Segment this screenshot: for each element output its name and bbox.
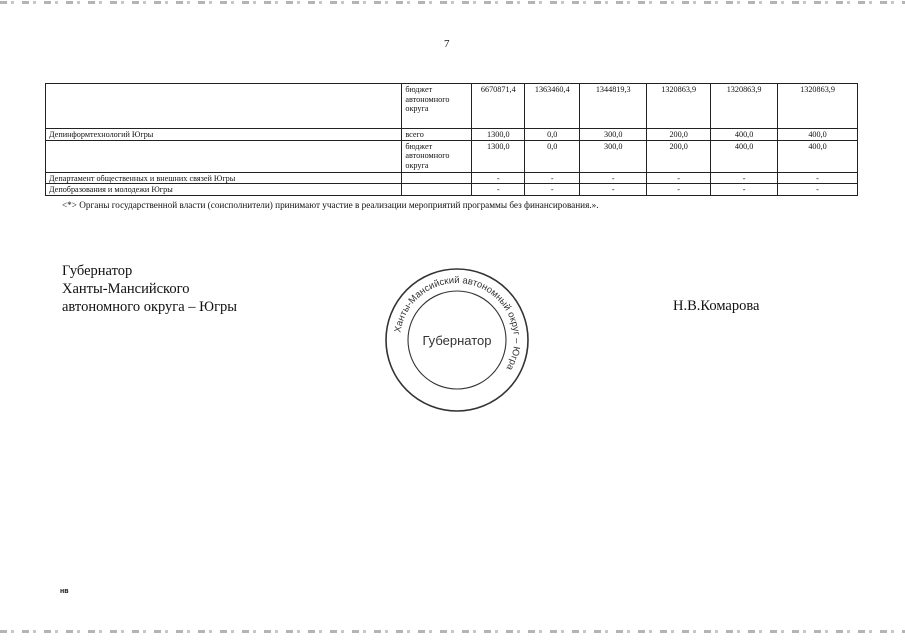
executor-initials: нв (60, 588, 69, 595)
value-cell: - (711, 184, 778, 196)
table-row (46, 172, 858, 184)
budget-table (45, 83, 858, 196)
value-cell: 0,0 (525, 129, 580, 141)
scan-edge-bottom (0, 630, 905, 633)
table-row (46, 129, 858, 141)
funding-source-cell: бюджет автономного округа (402, 84, 472, 129)
table-row (46, 184, 858, 196)
value-cell: - (647, 172, 711, 184)
footnote: <*> Органы государственной власти (соисполнители) принимают участие в реализации мероприятий программы без финансирования.». (62, 200, 599, 210)
signatory-region-line: Ханты-Мансийского (62, 281, 190, 297)
value-cell: - (525, 172, 580, 184)
funding-source-cell: бюджет автономного округа (402, 140, 472, 172)
value-cell: - (472, 184, 525, 196)
value-cell: 0,0 (525, 140, 580, 172)
seal-ring-text: Ханты-Мансийский автономный округ – Югра (392, 274, 523, 373)
value-cell: 200,0 (647, 129, 711, 141)
value-cell: - (525, 184, 580, 196)
executor-cell: Депобразования и молодежи Югры (46, 184, 402, 196)
value-cell: 1320863,9 (647, 84, 711, 129)
value-cell: 1300,0 (472, 140, 525, 172)
signer-name: Н.В.Комарова (673, 298, 760, 314)
table-row (46, 140, 858, 172)
page-number: 7 (444, 38, 450, 50)
scan-edge-top (0, 1, 905, 4)
seal-center-text: Губернатор (422, 333, 492, 348)
value-cell: - (580, 184, 647, 196)
value-cell: 300,0 (580, 140, 647, 172)
value-cell: 6670871,4 (472, 84, 525, 129)
signatory-title: Губернатор (62, 263, 133, 279)
value-cell: 400,0 (778, 129, 858, 141)
value-cell: - (472, 172, 525, 184)
value-cell: 1320863,9 (711, 84, 778, 129)
funding-source-cell: всего (402, 129, 472, 141)
value-cell: 1344819,3 (580, 84, 647, 129)
signatory-block (62, 262, 237, 316)
value-cell: 400,0 (711, 140, 778, 172)
value-cell: 1363460,4 (525, 84, 580, 129)
executor-cell (46, 140, 402, 172)
table-row (46, 84, 858, 129)
value-cell: 1300,0 (472, 129, 525, 141)
value-cell: - (778, 172, 858, 184)
funding-source-cell (402, 184, 472, 196)
value-cell: - (647, 184, 711, 196)
official-seal (382, 266, 532, 414)
value-cell: 300,0 (580, 129, 647, 141)
value-cell: - (778, 184, 858, 196)
value-cell: 400,0 (711, 129, 778, 141)
executor-cell (46, 84, 402, 129)
value-cell: 200,0 (647, 140, 711, 172)
value-cell: 1320863,9 (778, 84, 858, 129)
value-cell: - (580, 172, 647, 184)
funding-source-cell (402, 172, 472, 184)
value-cell: - (711, 172, 778, 184)
value-cell: 400,0 (778, 140, 858, 172)
executor-cell: Департамент общественных и внешних связей Югры (46, 172, 402, 184)
signatory-region-line: автономного округа – Югры (62, 299, 238, 315)
executor-cell: Депинформтехнологий Югры (46, 129, 402, 141)
